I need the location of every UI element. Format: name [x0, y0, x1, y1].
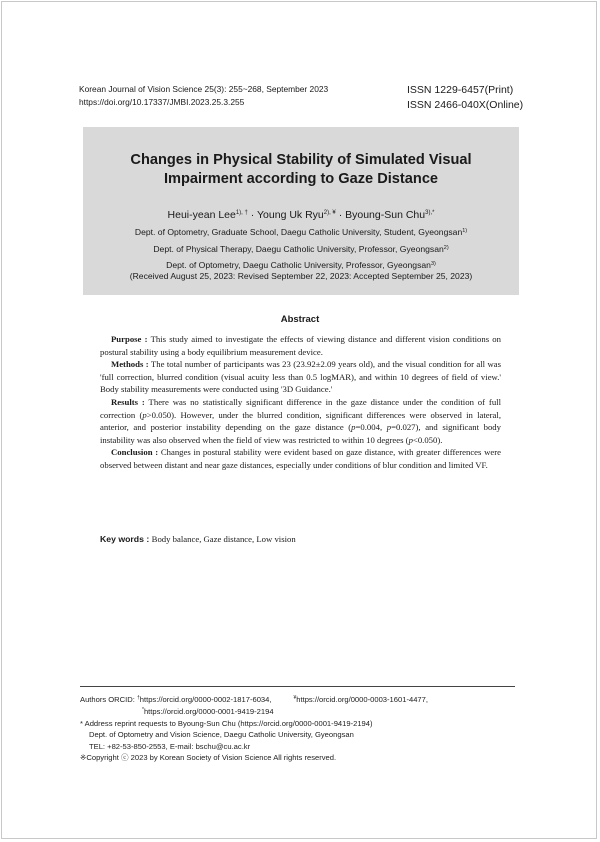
- footnote-divider: [80, 686, 515, 687]
- orcid-link[interactable]: https://orcid.org/0000-0003-1601-4477,: [296, 695, 428, 704]
- results-text: >0.050). However, under the blurred condition, significant differences were observed in lateral, anterior, and posterior instability depending on the gaze distance (: [100, 409, 501, 433]
- abstract-conclusion: [100, 446, 501, 471]
- affiliation-text: Dept. of Optometry, Graduate School, Daegu Catholic University, Student, Gyeongsan: [134, 227, 463, 237]
- author-name: Young Uk Ryu: [257, 209, 324, 221]
- author-list: [83, 206, 519, 222]
- orcid-mark: ¥: [293, 695, 297, 701]
- reprint-request: * Address reprint requests to Byoung-Sun Chu (https://orcid.org/0000-0001-9419-2194): [80, 718, 373, 728]
- orcid-line: [80, 705, 520, 717]
- reprint-contact: TEL: +82-53-850-2553, E-mail: bschu@cu.ac.kr: [89, 741, 251, 751]
- methods-label: Methods :: [111, 359, 149, 370]
- paper-title-line-1: Changes in Physical Stability of Simulated Visual: [130, 152, 472, 168]
- reprint-affiliation: Dept. of Optometry and Vision Science, Daegu Catholic University, Gyeongsan: [89, 730, 354, 740]
- author-separator: ·: [247, 209, 258, 221]
- received-dates: (Received August 25, 2023: Revised September 22, 2023: Accepted September 25, 2023): [129, 271, 473, 281]
- p-symbol: p: [408, 434, 413, 445]
- author-mark: 3),*: [425, 210, 435, 216]
- abstract-body: [100, 333, 501, 472]
- orcid-link[interactable]: https://orcid.org/0000-0001-9419-2194: [143, 707, 274, 717]
- author-name: Byoung-Sun Chu: [345, 209, 426, 221]
- keywords: [100, 534, 296, 544]
- affiliation-list: [83, 224, 519, 274]
- orcid-mark: *: [142, 707, 144, 714]
- title-box: [83, 127, 519, 295]
- orcid-link[interactable]: https://orcid.org/0000-0002-1817-6034,: [139, 695, 272, 704]
- p-symbol: p: [386, 422, 392, 433]
- author-separator: ·: [335, 209, 346, 221]
- affiliation-mark: 1): [462, 228, 468, 234]
- purpose-label: Purpose :: [111, 334, 148, 344]
- affiliation-text: Dept. of Optometry, Daegu Catholic University, Professor, Gyeongsan: [166, 260, 431, 270]
- results-text: =0.004,: [355, 422, 387, 433]
- issn-online: ISSN 2466-040X(Online): [407, 99, 524, 111]
- p-symbol: p: [142, 409, 147, 420]
- orcid-line: [80, 693, 520, 705]
- paper-title: [83, 151, 519, 189]
- abstract-purpose: [100, 333, 501, 358]
- results-text: =0.027), and significant body instability was also observed when the field of view was restricted to within 10 degrees (: [100, 422, 501, 445]
- orcid-mark: †: [136, 695, 140, 701]
- affiliation-mark: 3): [430, 261, 436, 267]
- results-text: <0.050).: [412, 434, 443, 445]
- orcid-label: Authors ORCID:: [80, 695, 135, 704]
- keywords-label: Key words :: [100, 534, 150, 544]
- affiliation-mark: 2): [443, 244, 449, 251]
- author-mark: 2), ¥: [323, 210, 336, 216]
- paper-title-line-2: Impairment according to Gaze Distance: [163, 171, 439, 187]
- issn-block: [407, 83, 523, 113]
- purpose-text: This study aimed to investigate the effects of viewing distance and different vision conditions on postural stability using a body equilibrium measurement device.: [100, 334, 501, 357]
- author-name: Heui-yean Lee: [167, 209, 236, 221]
- results-text: There was no statistically significant difference in the gaze distance under the condition of full correction (: [100, 396, 501, 420]
- keywords-values: Body balance, Gaze distance, Low vision: [151, 534, 296, 544]
- journal-doi-link[interactable]: https://doi.org/10.17337/JMBI.2023.25.3.255: [79, 97, 245, 107]
- author-mark: 1), †: [235, 210, 248, 216]
- p-symbol: p: [351, 422, 356, 433]
- conclusion-label: Conclusion :: [111, 447, 159, 458]
- affiliation: [83, 241, 519, 258]
- results-label: Results :: [111, 396, 145, 407]
- journal-citation: Korean Journal of Vision Science 25(3): 255~268, September 2023: [79, 84, 329, 94]
- journal-info: [79, 83, 328, 109]
- copyright: ※Copyright ⓒ 2023 by Korean Society of Vision Science All rights reserved.: [80, 753, 337, 763]
- abstract-methods: [100, 358, 501, 396]
- abstract-heading: Abstract: [280, 314, 320, 325]
- affiliation-text: Dept. of Physical Therapy, Daegu Catholic University, Professor, Gyeongsan: [153, 243, 444, 254]
- footnotes: [80, 693, 520, 763]
- affiliation: [83, 224, 519, 241]
- abstract-results: [100, 396, 501, 446]
- methods-text: The total number of participants was 23 (23.92±2.09 years old), and the visual condition for all was 'full correction, blurred condition (visual acuity less than 0.5 logMAR), and within 10 degrees of field of view.' Body stability measurements were conducted using '3D Guidance.': [100, 359, 502, 395]
- conclusion-text: Changes in postural stability were evident based on gaze distance, with greater differences were observed between distant and near gaze distances, especially under conditions of blur condition and limited VF.: [100, 447, 502, 470]
- issn-print: ISSN 1229-6457(Print): [407, 84, 514, 96]
